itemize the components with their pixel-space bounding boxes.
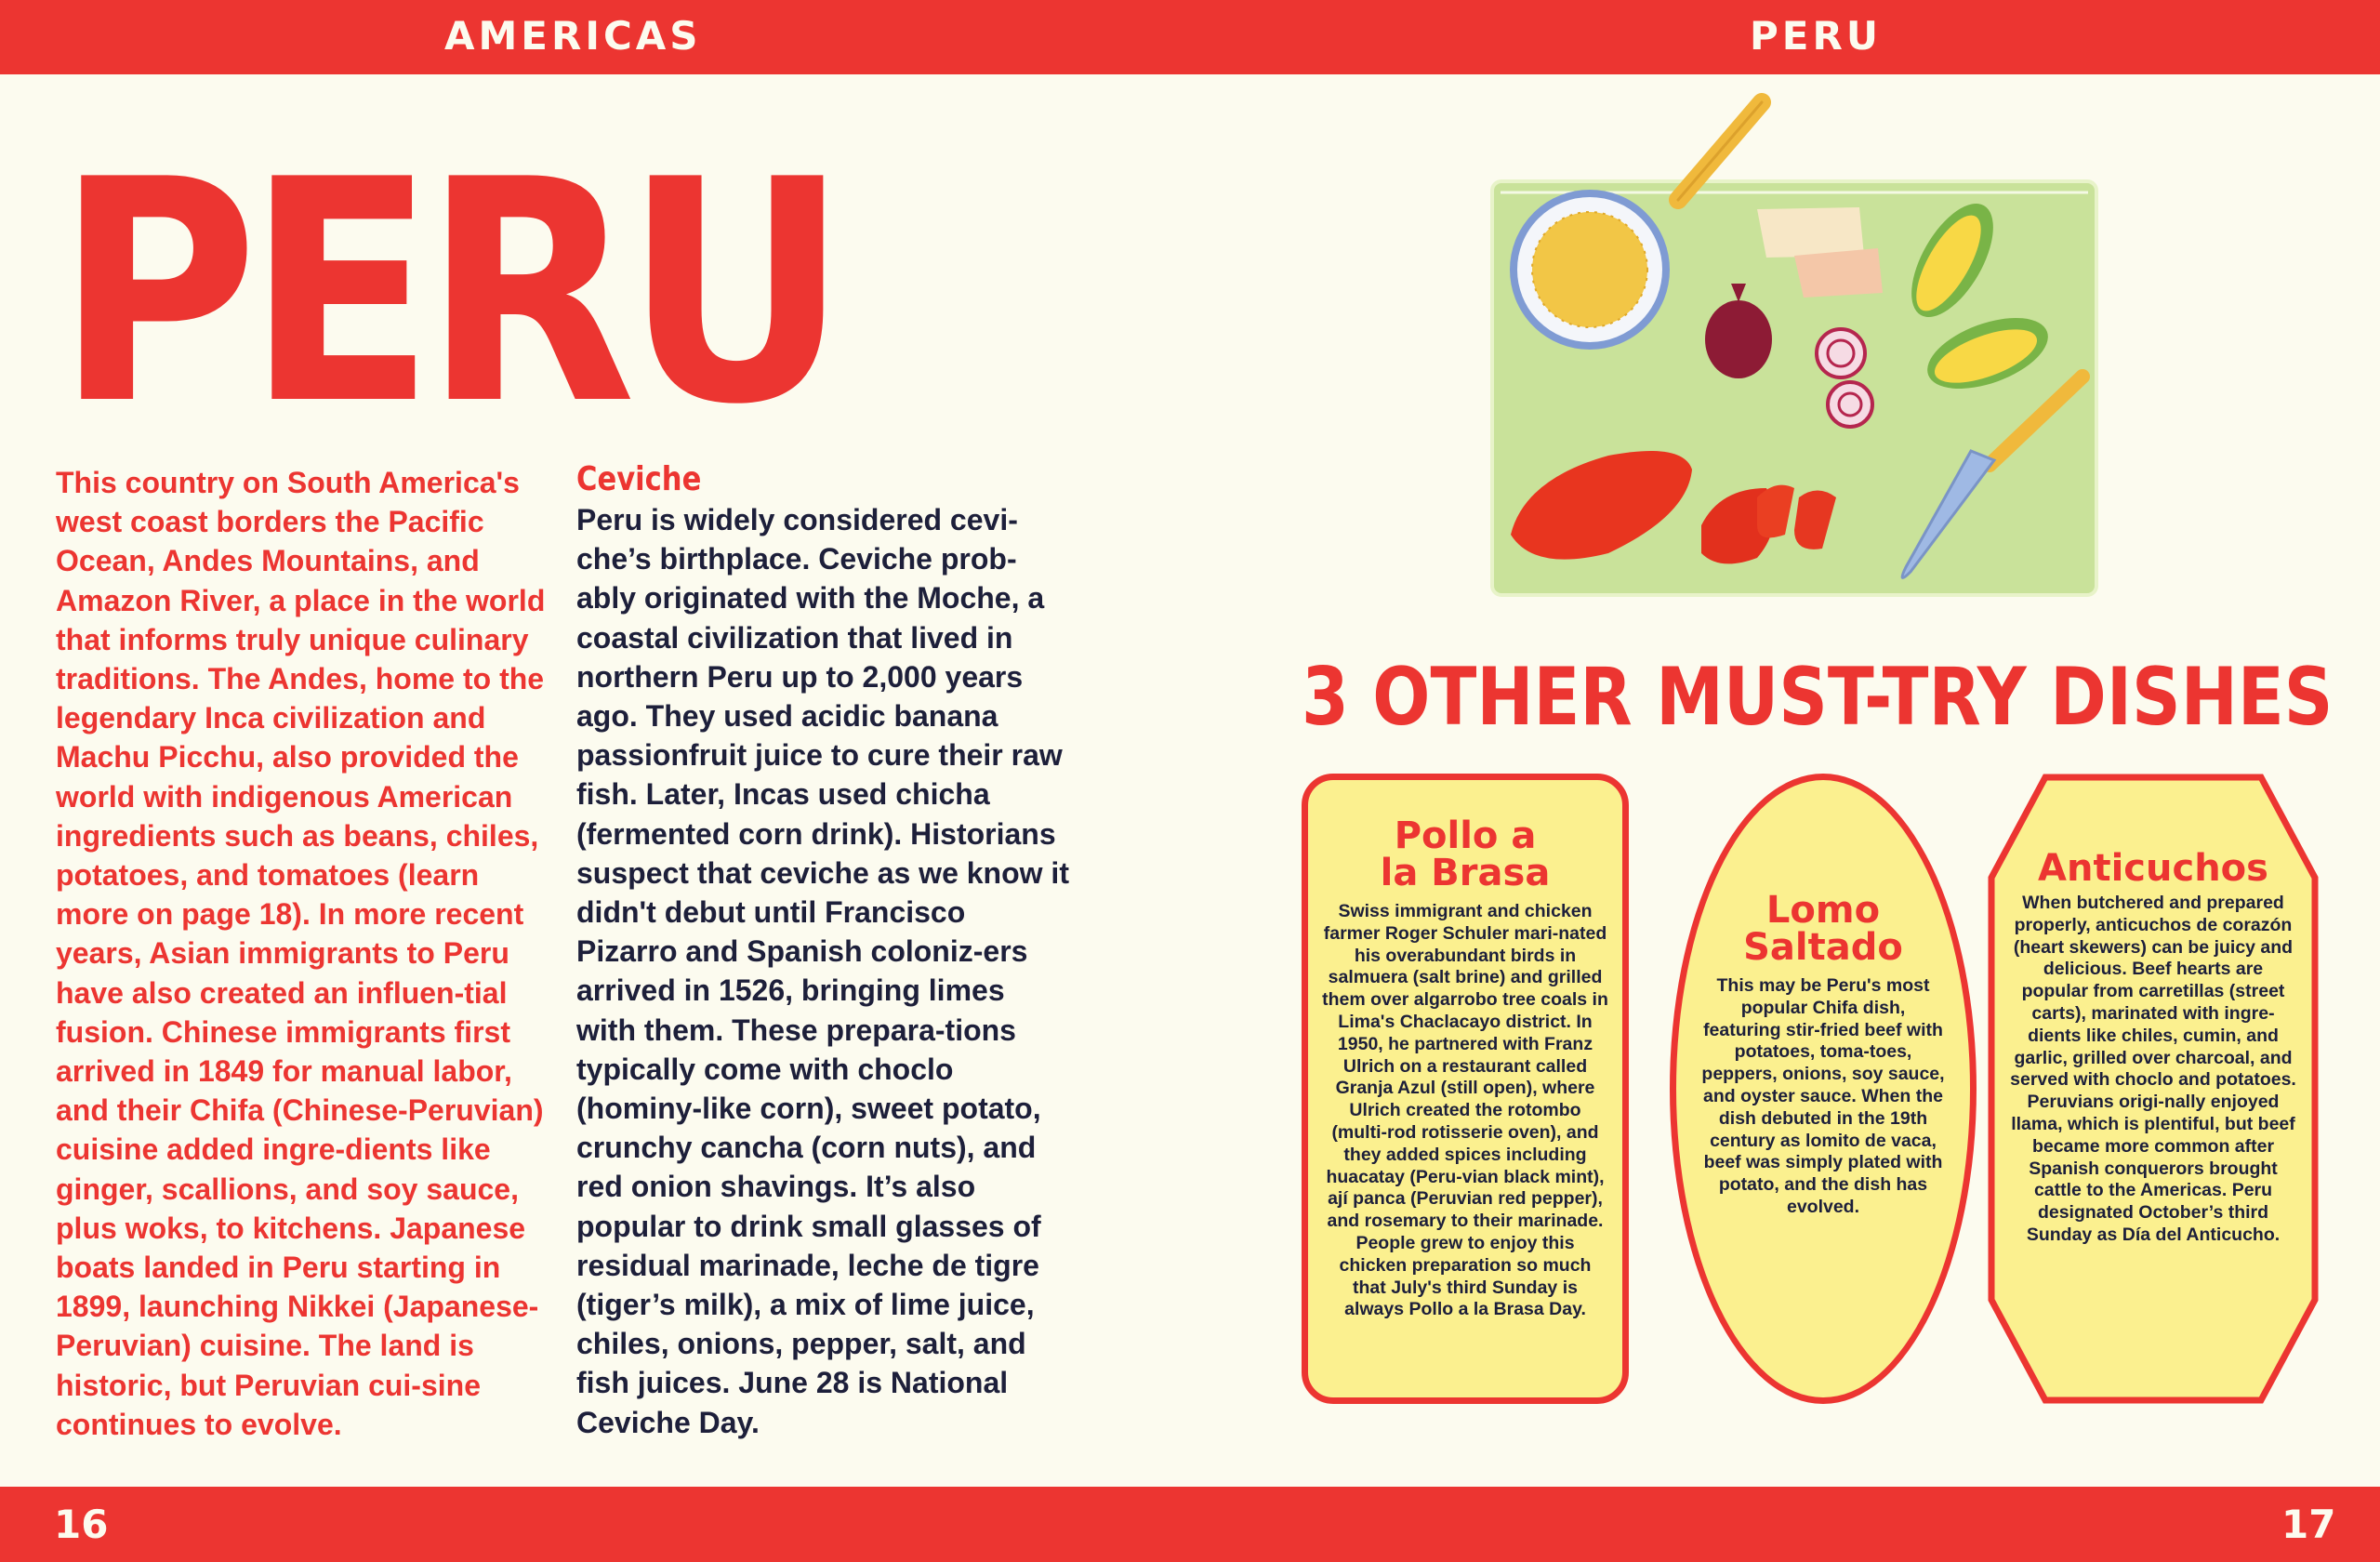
header-band	[0, 0, 2380, 74]
page-title: PERU	[56, 114, 838, 471]
page-number-right: 17	[2281, 1502, 2336, 1547]
intro-paragraph: This country on South America's west coast borders the Pacific Ocean, Andes Mountains, and Amazon River, a place in the world that informs truly unique culinary traditions. The Andes, home to the legendary Inca civilization and Machu Picchu, also provided the world with indigenous American ingredients such as beans, chiles, potatoes, and tomatoes (learn more on page 18). In more recent years, Asian immigrants to Peru have also created an influen-tial fusion. Chinese immigrants first arrived in 1849 for manual labor, and their Chifa (Chinese-Peruvian) cuisine added ingre-dients like ginger, scallions, and soy sauce, plus woks, to kitchens. Japanese boats landed in Peru starting in 1899, launching Nikkei (Japanese-Peruvian) cuisine. The land is historic, but Peruvian cui-sine continues to evolve.	[56, 466, 546, 1441]
dish-description: When butchered and prepared properly, anticuchos de corazón (heart skewers) can be juicy and delicious. Beef hearts are popular from carretillas (street carts), marinated with ingre-dients like chiles, cumin, and garlic, grilled over charcoal, and served with choclo and potatoes. Peruvians origi-nally enjoyed llama, which is plentiful, but beef became more common after Spanish conquerors brought cattle to the Americas. Peru designated October’s third Sunday as Día del Anticucho.	[2010, 893, 2296, 1245]
section-label-peru: PERU	[1750, 13, 1882, 59]
dish-title: Pollo a la Brasa	[1380, 814, 1551, 894]
dish-description: This may be Peru's most popular Chifa dish, featuring stir-fried beef with potatoes, toma-toes, peppers, onions, soy sauce, and oyster sauce. When the dish debuted in the 19th century as lomito de vaca, beef was simply plated with potato, and the dish has evolved.	[1701, 975, 1945, 1217]
must-try-heading: 3 OTHER MUST-TRY DISHES	[1302, 651, 2334, 744]
ceviche-paragraph: Peru is widely considered cevi-che’s birthplace. Ceviche prob-ably originated with the Moche, a coastal civilization that lived in northern Peru up to 2,000 years ago. They used acidic banana passionfruit juice to cure their raw fish. Later, Incas used chicha (fermented corn drink). Historians suspect that ceviche as we know it didn't debut until Francisco Pizarro and Spanish coloniz-ers arrived in 1526, bringing limes with them. These prepara-tions typically come with choclo (hominy-like corn), sweet potato, crunchy cancha (corn nuts), and red onion shavings. It’s also popular to drink small glasses of residual marinade, leche de tigre (tiger’s milk), a mix of lime juice, chiles, onions, pepper, salt, and fish juices. June 28 is National Ceviche Day.	[576, 503, 1069, 1439]
dish-card-lomo-saltado	[1670, 774, 1977, 1404]
footer-band	[0, 1487, 2380, 1562]
dish-description: Swiss immigrant and chicken farmer Roger Schuler mari-nated his overabundant birds in salmuera (salt brine) and grilled them over algarrobo tree coals in Lima's Chaclacayo district. In 1950, he partnered with Franz Ulrich on a restaurant called Granja Azul (still open), where Ulrich created the rotombo (multi-rod rotisserie oven), and they added spices including huacatay (Peru-vian black mint), ají panca (Peruvian red pepper), and rosemary to their marinade. People grew to enjoy this chicken preparation so much that July's third Sunday is always Pollo a la Brasa Day.	[1322, 901, 1608, 1320]
dish-card-anticuchos	[1988, 774, 2319, 1404]
dish-title: Anticuchos	[2038, 847, 2268, 890]
dish-title: Lomo Saltado	[1743, 889, 1903, 969]
dish-card-pollo-a-la-brasa	[1302, 774, 1629, 1404]
cutting-board-ingredients-icon	[1488, 88, 2101, 609]
page-number-left: 16	[54, 1502, 109, 1547]
section-label-americas: AMERICAS	[444, 13, 702, 59]
ceviche-heading: Ceviche	[576, 460, 702, 498]
